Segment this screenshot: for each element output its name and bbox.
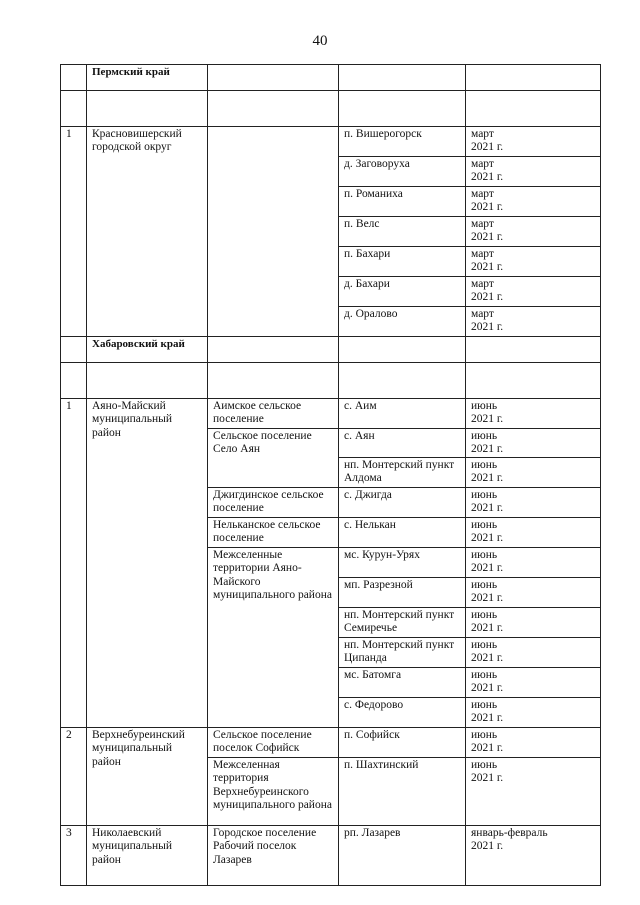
settlement-name: д. Оралово — [339, 307, 466, 337]
table-row — [61, 727, 601, 757]
date-month: июнь — [471, 728, 498, 741]
date-cell — [466, 697, 601, 727]
region-name: Пермский край — [87, 65, 208, 91]
row-number: 1 — [61, 399, 87, 728]
region-header-row — [61, 65, 601, 91]
date-month: июнь — [471, 488, 498, 501]
settlement-name: д. Бахари — [339, 277, 466, 307]
region-name: Хабаровский край — [87, 337, 208, 363]
date-cell — [466, 825, 601, 885]
empty-cell — [61, 91, 87, 127]
date-year: 2021 г. — [471, 261, 504, 274]
date-year: 2021 г. — [471, 321, 504, 334]
settlement-name: с. Аян — [339, 429, 466, 458]
table-row — [61, 825, 601, 885]
date-cell — [466, 547, 601, 577]
settlement-name: п. Софийск — [339, 727, 466, 757]
settlement-name: рп. Лазарев — [339, 825, 466, 885]
municipality-name: Аимское сельское поселение — [208, 399, 339, 429]
date-month: июнь — [471, 518, 498, 531]
date-cell — [466, 307, 601, 337]
date-year: 2021 г. — [471, 231, 504, 244]
date-month: март — [471, 308, 494, 320]
date-month: июнь — [471, 668, 498, 681]
date-cell — [466, 577, 601, 607]
date-cell — [466, 667, 601, 697]
empty-cell — [339, 363, 466, 399]
empty-cell — [466, 91, 601, 127]
date-year: 2021 г. — [471, 502, 504, 515]
settlement-name: нп. Монтерский пункт Ципанда — [339, 637, 466, 667]
settlement-name: п. Романиха — [339, 187, 466, 217]
date-cell — [466, 637, 601, 667]
spacer-row — [61, 91, 601, 127]
empty-cell — [61, 337, 87, 363]
date-month: март — [471, 248, 494, 260]
empty-cell — [466, 65, 601, 91]
settlement-name: с. Федорово — [339, 697, 466, 727]
settlement-name: мс. Батомга — [339, 667, 466, 697]
municipality-name: Сельское поселение Село Аян — [208, 429, 339, 488]
date-month: июнь — [471, 608, 498, 621]
date-cell — [466, 429, 601, 458]
date-year: 2021 г. — [471, 652, 504, 665]
date-year: 2021 г. — [471, 712, 504, 725]
settlement-name: нп. Монтерский пункт Семиречье — [339, 607, 466, 637]
empty-cell — [208, 65, 339, 91]
empty-cell — [208, 91, 339, 127]
date-cell — [466, 517, 601, 547]
municipality-name: Межселенная территория Верхнебуреинского муниципального района — [208, 757, 339, 825]
row-number: 1 — [61, 127, 87, 337]
date-year: 2021 г. — [471, 532, 504, 545]
district-name: Верхнебуреинский муниципальный район — [87, 727, 208, 825]
empty-cell — [208, 363, 339, 399]
date-month: июнь — [471, 400, 498, 412]
empty-cell — [339, 91, 466, 127]
date-cell — [466, 157, 601, 187]
municipality-name — [208, 127, 339, 337]
date-month: март — [471, 128, 494, 140]
date-year: 2021 г. — [471, 201, 504, 214]
settlement-name: п. Вишерогорск — [339, 127, 466, 157]
empty-cell — [466, 337, 601, 363]
settlement-name: с. Джигда — [339, 487, 466, 517]
date-month: июнь — [471, 458, 498, 471]
date-cell — [466, 187, 601, 217]
date-cell — [466, 727, 601, 757]
empty-cell — [61, 65, 87, 91]
settlement-name: д. Заговоруха — [339, 157, 466, 187]
date-month: март — [471, 278, 494, 290]
municipality-name: Сельское поселение поселок Софийск — [208, 727, 339, 757]
date-month: июнь — [471, 698, 498, 711]
date-cell — [466, 399, 601, 429]
date-cell — [466, 277, 601, 307]
municipality-name: Нельканское сельское поселение — [208, 517, 339, 547]
date-month: июнь — [471, 758, 498, 771]
empty-cell — [87, 363, 208, 399]
municipality-name: Джигдинское сельское поселение — [208, 487, 339, 517]
settlement-name: п. Шахтинский — [339, 757, 466, 825]
date-cell — [466, 487, 601, 517]
date-month: март — [471, 158, 494, 170]
settlement-name: с. Нелькан — [339, 517, 466, 547]
date-year: 2021 г. — [471, 472, 504, 485]
empty-cell — [208, 337, 339, 363]
date-year: 2021 г. — [471, 592, 504, 605]
date-year: 2021 г. — [471, 682, 504, 695]
empty-cell — [339, 65, 466, 91]
settlement-name: п. Бахари — [339, 247, 466, 277]
date-year: 2021 г. — [471, 622, 504, 635]
date-year: 2021 г. — [471, 141, 504, 154]
district-name: Аяно-Майский муниципальный район — [87, 399, 208, 728]
settlement-name: нп. Монтерский пункт Алдома — [339, 457, 466, 487]
table-row — [61, 127, 601, 157]
date-month: июнь — [471, 578, 498, 591]
settlement-name: п. Велс — [339, 217, 466, 247]
date-year: 2021 г. — [471, 562, 504, 575]
date-year: 2021 г. — [471, 772, 504, 785]
date-year: 2021 г. — [471, 443, 504, 456]
date-cell — [466, 127, 601, 157]
page-number: 40 — [312, 33, 328, 49]
date-cell — [466, 757, 601, 825]
empty-cell — [339, 337, 466, 363]
date-cell — [466, 247, 601, 277]
empty-cell — [61, 363, 87, 399]
date-month: март — [471, 188, 494, 200]
municipality-name: Городское поселение Рабочий поселок Лазарев — [208, 825, 339, 885]
date-year: 2021 г. — [471, 742, 504, 755]
settlement-name: мс. Курун-Урях — [339, 547, 466, 577]
district-name: Николаевский муниципальный район — [87, 825, 208, 885]
spacer-row — [61, 363, 601, 399]
row-number: 3 — [61, 825, 87, 885]
region-header-row — [61, 337, 601, 363]
settlements-table — [60, 64, 601, 886]
table-row — [61, 399, 601, 429]
date-month: июнь — [471, 638, 498, 651]
date-cell — [466, 607, 601, 637]
date-year: 2021 г. — [471, 171, 504, 184]
empty-cell — [466, 363, 601, 399]
date-year: 2021 г. — [471, 840, 504, 853]
date-month: июнь — [471, 548, 498, 561]
date-month: март — [471, 218, 494, 230]
date-year: 2021 г. — [471, 291, 504, 304]
date-cell — [466, 457, 601, 487]
row-number: 2 — [61, 727, 87, 825]
empty-cell — [87, 91, 208, 127]
settlement-name: с. Аим — [339, 399, 466, 429]
date-month: январь-февраль — [471, 826, 548, 839]
district-name: Красновишерский городской округ — [87, 127, 208, 337]
date-cell — [466, 217, 601, 247]
date-year: 2021 г. — [471, 413, 504, 426]
date-month: июнь — [471, 430, 498, 442]
municipality-name: Межселенные территории Аяно-Майского муниципального района — [208, 547, 339, 727]
settlement-name: мп. Разрезной — [339, 577, 466, 607]
